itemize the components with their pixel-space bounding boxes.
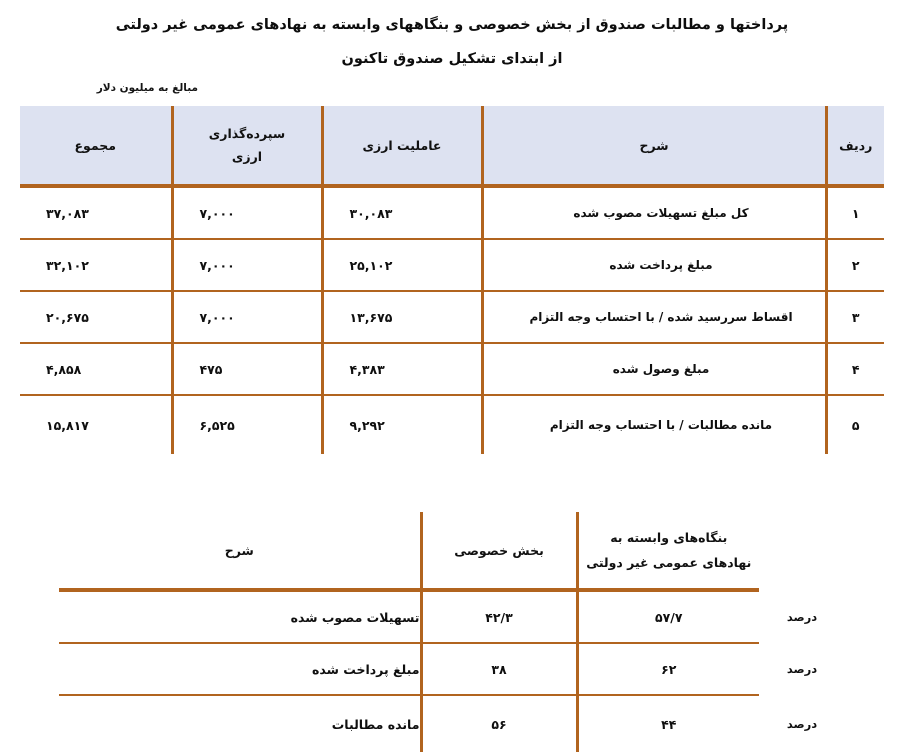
- cell-index: ۳: [826, 291, 884, 343]
- cell-unit: درصد: [759, 590, 845, 643]
- header-unit: [759, 512, 845, 590]
- header-deposit-fx: [172, 106, 322, 186]
- cell-description: تسهیلات مصوب شده: [59, 590, 421, 643]
- cell-description: [482, 186, 826, 239]
- cell-private-sector: ۴۲/۳: [421, 590, 577, 643]
- sector-share-table: [59, 512, 845, 752]
- header-deposit-fx-line-2: ارزی: [231, 149, 263, 164]
- page-title-line-2: از ابتدای تشکیل صندوق تاکنون: [341, 51, 563, 67]
- units-caption: مبالغ به میلیون دلار: [96, 82, 198, 94]
- cell-index: ۱: [826, 186, 884, 239]
- cell-total: ۳۲,۱۰۲: [20, 239, 172, 291]
- cell-agency-fx: ۳۰,۰۸۳: [322, 186, 482, 239]
- cell-agency-fx: ۱۳,۶۷۵: [322, 291, 482, 343]
- page-title: [0, 8, 904, 76]
- cell-description: [482, 395, 826, 454]
- cell-description-text: کل مبلغ تسهیلات مصوب شده: [573, 206, 749, 220]
- cell-total: ۴,۸۵۸: [20, 343, 172, 395]
- table-row: [20, 395, 884, 454]
- cell-description: مانده مطالبات: [59, 695, 421, 752]
- cell-public-entities: ۴۴: [577, 695, 759, 752]
- header-description-two: شرح: [59, 512, 421, 590]
- cell-unit: درصد: [759, 695, 845, 752]
- cell-total: ۱۵,۸۱۷: [20, 395, 172, 454]
- cell-description: [482, 343, 826, 395]
- cell-index: ۲: [826, 239, 884, 291]
- table-row: [59, 590, 845, 643]
- header-public-entities: [577, 512, 759, 590]
- table-row: [59, 643, 845, 695]
- cell-private-sector: ۵۶: [421, 695, 577, 752]
- table-one-header: [20, 106, 884, 186]
- table-row: [20, 239, 884, 291]
- header-public-entities-line-1: بنگاه‌های وابسته به: [610, 530, 728, 545]
- cell-deposit-fx: ۶,۵۲۵: [172, 395, 322, 454]
- header-agency-fx: عاملیت ارزی: [322, 106, 482, 186]
- table-row: [20, 291, 884, 343]
- cell-total: ۳۷,۰۸۳: [20, 186, 172, 239]
- cell-index: ۴: [826, 343, 884, 395]
- cell-description-text: مانده مطالبات / با احتساب وجه التزام: [549, 418, 773, 432]
- cell-deposit-fx: ۷,۰۰۰: [172, 186, 322, 239]
- header-private-sector: بخش خصوصی: [421, 512, 577, 590]
- cell-description-text: مبلغ پرداخت شده: [609, 258, 713, 272]
- cell-deposit-fx: ۷,۰۰۰: [172, 291, 322, 343]
- cell-total: ۲۰,۶۷۵: [20, 291, 172, 343]
- table-row: [20, 186, 884, 239]
- cell-deposit-fx: ۷,۰۰۰: [172, 239, 322, 291]
- header-description: شرح: [482, 106, 826, 186]
- table-one-body: [20, 186, 884, 454]
- table-row: [20, 343, 884, 395]
- page-title-line-1: پرداختها و مطالبات صندوق از بخش خصوصی و بنگاههای وابسته به نهادهای عمومی غیر دولتی: [115, 17, 789, 33]
- header-deposit-fx-line-1: سپرده‌گذاری: [208, 126, 286, 141]
- cell-public-entities: ۵۷/۷: [577, 590, 759, 643]
- cell-deposit-fx: ۴۷۵: [172, 343, 322, 395]
- table-row: [59, 695, 845, 752]
- cell-private-sector: ۳۸: [421, 643, 577, 695]
- table-two-header: [59, 512, 845, 590]
- cell-agency-fx: ۲۵,۱۰۲: [322, 239, 482, 291]
- facilities-summary-table: [20, 106, 884, 454]
- table-two-header-row: [59, 512, 845, 590]
- cell-agency-fx: ۴,۳۸۳: [322, 343, 482, 395]
- cell-public-entities: ۶۲: [577, 643, 759, 695]
- cell-description: [482, 239, 826, 291]
- header-index: ردیف: [826, 106, 884, 186]
- cell-description-text: مبلغ وصول شده: [612, 362, 710, 376]
- cell-description: [482, 291, 826, 343]
- cell-description: مبلغ پرداخت شده: [59, 643, 421, 695]
- cell-unit: درصد: [759, 643, 845, 695]
- table-one-header-row: [20, 106, 884, 186]
- header-public-entities-line-2: نهادهای عمومی غیر دولتی: [586, 555, 752, 570]
- table-two-body: [59, 590, 845, 752]
- cell-agency-fx: ۹,۲۹۲: [322, 395, 482, 454]
- header-total: مجموع: [20, 106, 172, 186]
- cell-index: ۵: [826, 395, 884, 454]
- cell-description-text: اقساط سررسید شده / با احتساب وجه التزام: [529, 310, 793, 324]
